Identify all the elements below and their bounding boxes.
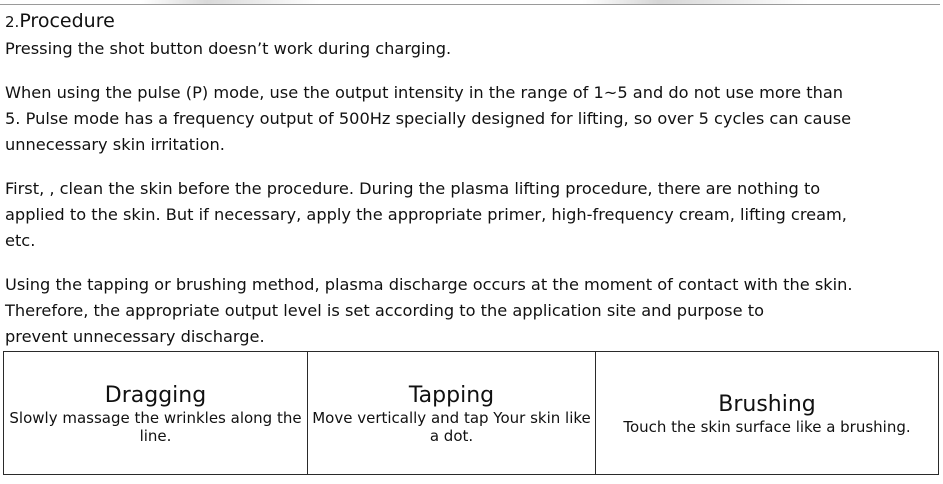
method-cell-brushing bbox=[596, 352, 939, 475]
section-heading bbox=[5, 9, 935, 34]
method-title: Brushing bbox=[718, 391, 816, 417]
method-cell-tapping bbox=[308, 352, 596, 475]
procedure-section bbox=[5, 9, 935, 368]
methods-row bbox=[4, 352, 939, 475]
procedure-methods-table bbox=[3, 351, 939, 475]
method-description: Touch the skin surface like a brushing. bbox=[623, 417, 911, 436]
top-divider bbox=[0, 0, 940, 5]
method-title: Tapping bbox=[408, 382, 495, 408]
section-title: Procedure bbox=[19, 10, 115, 32]
method-cell-dragging bbox=[4, 352, 308, 475]
discharge-method-paragraph: Using the tapping or brushing method, plasma discharge occurs at the moment of contact with the skin. Therefore, the appropriate output level is set according to the application site and purpose to prevent unnecessary discharge. bbox=[5, 275, 853, 346]
method-description: Slowly massage the wrinkles along the line. bbox=[9, 408, 302, 445]
skin-preparation-paragraph: First, , clean the skin before the procedure. During the plasma lifting procedure, there are nothing to applied to the skin. But if necessary, apply the appropriate primer, high-frequency cream, lifting cream, etc. bbox=[5, 179, 847, 250]
charging-note: Pressing the shot button doesn’t work during charging. bbox=[5, 39, 452, 58]
method-title: Dragging bbox=[104, 382, 207, 408]
section-number: 2. bbox=[5, 13, 20, 31]
pulse-mode-paragraph: When using the pulse (P) mode, use the output intensity in the range of 1~5 and do not use more than 5. Pulse mode has a frequency output of 500Hz specially designed for lifting, so over 5 cycles can cause unnecessary skin irritation. bbox=[5, 83, 852, 154]
method-description: Move vertically and tap Your skin like a dot. bbox=[312, 408, 591, 445]
